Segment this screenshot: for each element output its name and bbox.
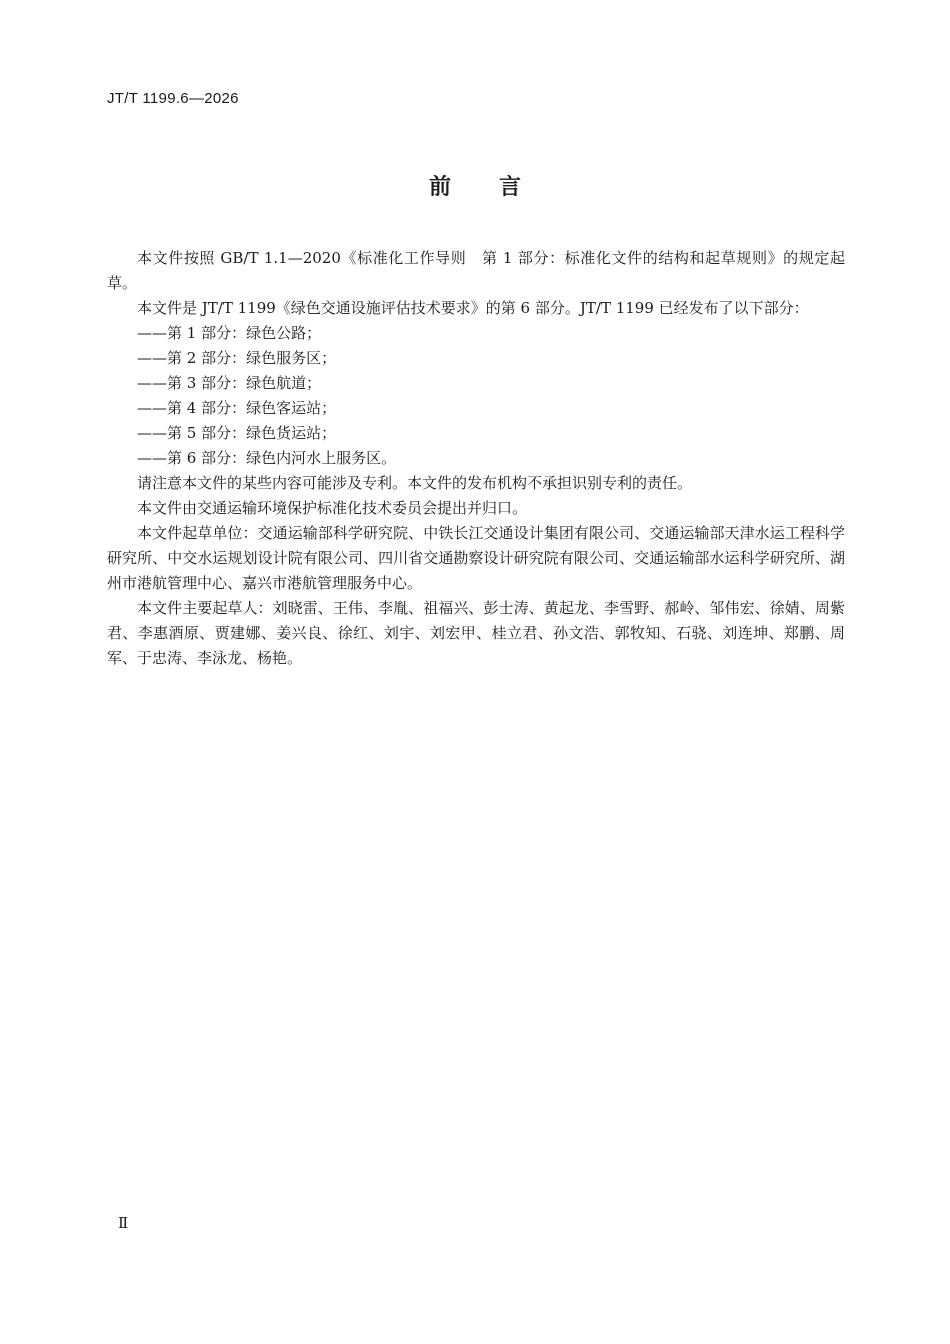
paragraph-patent-notice: 请注意本文件的某些内容可能涉及专利。本文件的发布机构不承担识别专利的责任。: [137, 474, 693, 492]
paragraph-drafting-rules: 本文件按照 GB/T 1.1—2020《标准化工作导则 第 1 部分：标准化文件的结构和起草规则》的规定起草。: [107, 249, 845, 292]
paragraph-proposer: 本文件由交通运输环境保护标准化技术委员会提出并归口。: [137, 499, 528, 517]
paragraph-drafters: 本文件主要起草人：刘晓雷、王伟、李胤、祖福兴、彭士涛、黄起龙、李雪野、郝岭、邹伟宏、徐婧、周紫君、李惠酒原、贾建娜、姜兴良、徐红、刘宇、刘宏甲、桂立君、孙文浩、郭牧知、石骁、刘连坤、郑鹏、周军、于忠涛、李泳龙、杨艳。: [107, 599, 845, 667]
paragraph-series-intro: 本文件是 JT/T 1199《绿色交通设施评估技术要求》的第 6 部分。JT/T 1199 已经发布了以下部分：: [137, 299, 809, 317]
page-title: [0, 170, 950, 201]
list-item: ——第 6 部分：绿色内河水上服务区。: [137, 449, 397, 467]
list-item: ——第 3 部分：绿色航道；: [137, 374, 322, 392]
title-char-2: 言: [499, 175, 522, 200]
standard-code-header: JT/T 1199.6—2026: [107, 90, 239, 107]
page-number: Ⅱ: [118, 1214, 129, 1232]
list-item: ——第 4 部分：绿色客运站；: [137, 399, 337, 417]
list-item: ——第 2 部分：绿色服务区；: [137, 349, 337, 367]
foreword-body: [107, 246, 845, 671]
list-item: ——第 1 部分：绿色公路；: [137, 324, 322, 342]
list-item: ——第 5 部分：绿色货运站；: [137, 424, 337, 442]
title-char-1: 前: [428, 175, 451, 200]
paragraph-drafting-units: 本文件起草单位：交通运输部科学研究院、中铁长江交通设计集团有限公司、交通运输部天津水运工程科学研究所、中交水运规划设计院有限公司、四川省交通勘察设计研究院有限公司、交通运输部水运科学研究所、湖州市港航管理中心、嘉兴市港航管理服务中心。: [107, 524, 845, 592]
